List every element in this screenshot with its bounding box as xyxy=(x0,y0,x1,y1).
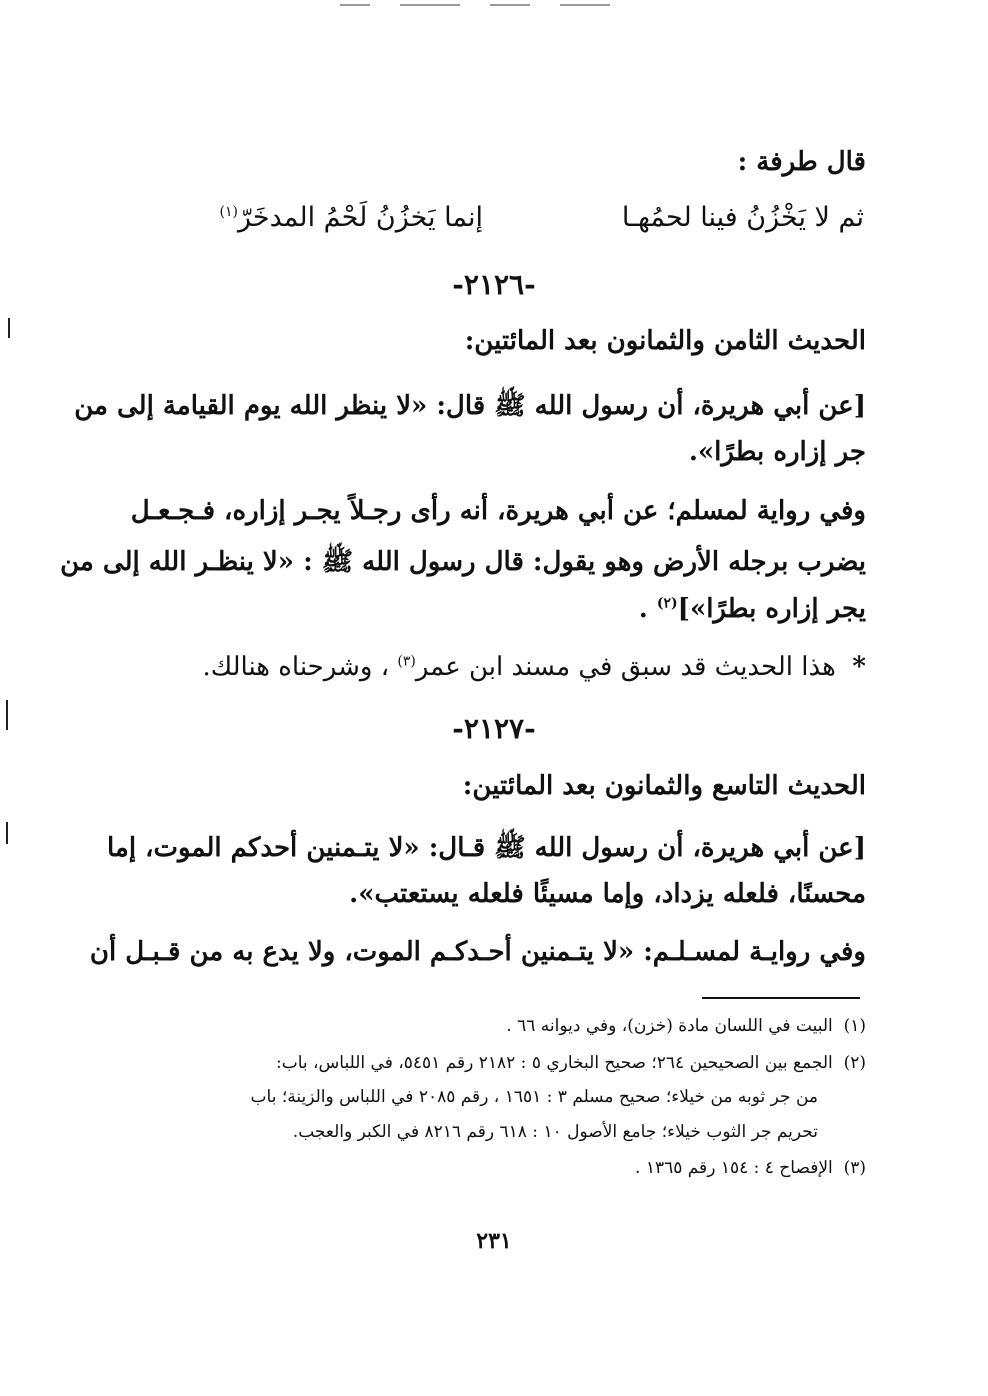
commentary-note: * هذا الحديث قد سبق في مسند ابن عمر$^{(٣)}$ ، وشرحناه هنالك. xyxy=(202,652,866,682)
hadith-text-line: [عن أبي هريرة، أن رسول الله ﷺ قـال: «لا يتـمنين أحدكم الموت، إما xyxy=(106,833,866,863)
hadith-title: الحديث الثامن والثمانون بعد المائتين: xyxy=(464,326,866,356)
hadith-text-line: يضرب برجله الأرض وهو يقول: قال رسول الله ﷺ : «لا ينظـر الله إلى من xyxy=(60,547,866,577)
footnote: (٢) الجمع بين الصحيحين ٢٦٤؛ صحيح البخاري ٥ : ٢١٨٢ رقم ٥٤٥١، في اللباس، باب: xyxy=(276,1053,866,1073)
margin-mark xyxy=(6,822,8,844)
footnote: (٣) الإفصاح ٤ : ١٥٤ رقم ١٣٦٥ . xyxy=(635,1158,866,1178)
scan-artifact xyxy=(400,4,460,6)
hadith-text-line: وفي روايـة لمسـلـم: «لا يتـمنين أحـدكـم الموت، ولا يدع به من قـبـل أن xyxy=(89,937,866,967)
footnote: (١) البيت في اللسان مادة (خزن)، وفي ديوانه ٦٦ . xyxy=(506,1016,866,1036)
page-number: ٢٣١ xyxy=(476,1228,512,1254)
verse-first-hemistich: ثم لا يَخْزُنُ فينا لحمُهـا xyxy=(621,202,864,233)
hadith-text-line: [عن أبي هريرة، أن رسول الله ﷺ قال: «لا ينظر الله يوم القيامة إلى من xyxy=(74,391,866,421)
footnote-ref[interactable]: (٣) xyxy=(397,653,416,670)
bullet-star-icon: * xyxy=(852,652,866,682)
margin-mark xyxy=(8,318,10,338)
hadith-number: -٢١٢٧- xyxy=(452,712,536,745)
footnote-divider xyxy=(702,997,860,999)
hadith-text-line: جر إزاره بطرًا». xyxy=(688,437,866,467)
footnote-ref[interactable]: (١) xyxy=(219,204,238,220)
hadith-text-line: وفي رواية لمسلم؛ عن أبي هريرة، أنه رأى رجـلاً يجـر إزاره، فـجـعـل xyxy=(130,496,866,526)
hadith-number: -٢١٢٦- xyxy=(452,268,536,301)
verse-second-hemistich: إنما يَخزُنُ لَحْمُ المدخَرّ$^{(١)}$ xyxy=(219,202,483,233)
intro-line: قال طرفة : xyxy=(737,147,866,177)
scan-artifact xyxy=(560,4,610,6)
hadith-text-line: محسنًا، فلعله يزداد، وإما مسيئًا فلعله يستعتب». xyxy=(349,879,866,909)
hadith-text-line: يجر إزاره بطرًا»]$^{(٢)}$ . xyxy=(638,594,866,624)
hadith-title: الحديث التاسع والثمانون بعد المائتين: xyxy=(462,771,866,801)
footnote-ref[interactable]: (٢) xyxy=(656,595,678,612)
scan-artifact xyxy=(340,4,370,6)
footnote-continuation: من جر ثوبه من خيلاء؛ صحيح مسلم ٣ : ١٦٥١ ، رقم ٢٠٨٥ في اللباس والزينة؛ باب xyxy=(250,1087,818,1107)
footnote-continuation: تحريم جر الثوب خيلاء؛ جامع الأصول ١٠ : ٦١٨ رقم ٨٢١٦ في الكبر والعجب. xyxy=(292,1122,818,1142)
scan-artifact xyxy=(490,4,530,6)
